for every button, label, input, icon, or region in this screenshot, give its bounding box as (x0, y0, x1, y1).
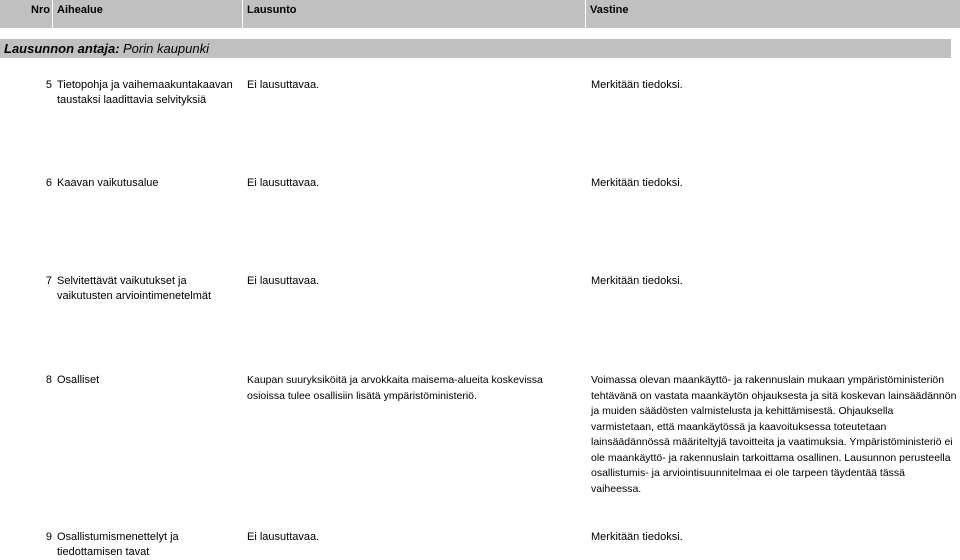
row-lausunto: Ei lausuttavaa. (247, 79, 320, 91)
section-bar (0, 39, 951, 58)
header-vastine: Vastine (586, 0, 960, 28)
row-nro: 9 (45, 531, 52, 543)
row-vastine: Merkitään tiedoksi. (591, 177, 683, 189)
row-vastine: Merkitään tiedoksi. (591, 531, 683, 543)
row-aihealue: Kaavan vaikutusalue (57, 177, 159, 189)
row-vastine: Merkitään tiedoksi. (591, 79, 683, 91)
row-aihealue: Tietopohja ja vaihemaakuntakaavan taustaksi laadittavia selvityksiä (57, 79, 233, 106)
row-lausunto: Ei lausuttavaa. (247, 177, 320, 189)
table-header (0, 0, 960, 28)
row-aihealue: Osalliset (57, 374, 100, 386)
row-aihealue: Selvitettävät vaikutukset ja vaikutusten arviointimenetelmät (57, 275, 212, 302)
header-aihealue: Aihealue (53, 0, 242, 28)
section-value: Porin kaupunki (123, 41, 209, 56)
row-nro: 6 (45, 177, 52, 189)
row-nro: 8 (45, 374, 52, 386)
row-vastine: Merkitään tiedoksi. (591, 275, 683, 287)
row-lausunto: Ei lausuttavaa. (247, 275, 320, 287)
section-label: Lausunnon antaja: (4, 41, 120, 56)
row-vastine: Voimassa olevan maankäyttö- ja rakennuslain mukaan ympäristöministeriön tehtävänä on vastata maankäytön ohjauksesta ja sitä koskevan lainsäädännön ja muiden säädösten valmistelusta ja kehittämisestä. Ohjauksella varmistetaan, että maankäytössä ja kaavoituksessa toteutetaan lainsäädännössä määriteltyjä tavoitteita ja vaatimuksia. Ympäristöministeriö ei ole maankäyttö- ja rakennuslain tarkoittama osallinen. Lausunnon perusteella osallistumis- ja arviointisuunnitelmaa ei ole tarpeen täydentää tässä vaiheessa. (591, 374, 957, 495)
row-aihealue: Osallistumismenettelyt ja tiedottamisen tavat (57, 531, 179, 558)
row-nro: 7 (45, 275, 52, 287)
row-lausunto: Kaupan suuryksiköitä ja arvokkaita maisema-alueita koskevissa osioissa tulee osallisiin lisätä ympäristöministeriö. (247, 374, 543, 402)
row-nro: 5 (45, 79, 52, 91)
row-lausunto: Ei lausuttavaa. (247, 531, 320, 543)
header-nro: Nro (0, 0, 52, 28)
header-lausunto: Lausunto (243, 0, 585, 28)
